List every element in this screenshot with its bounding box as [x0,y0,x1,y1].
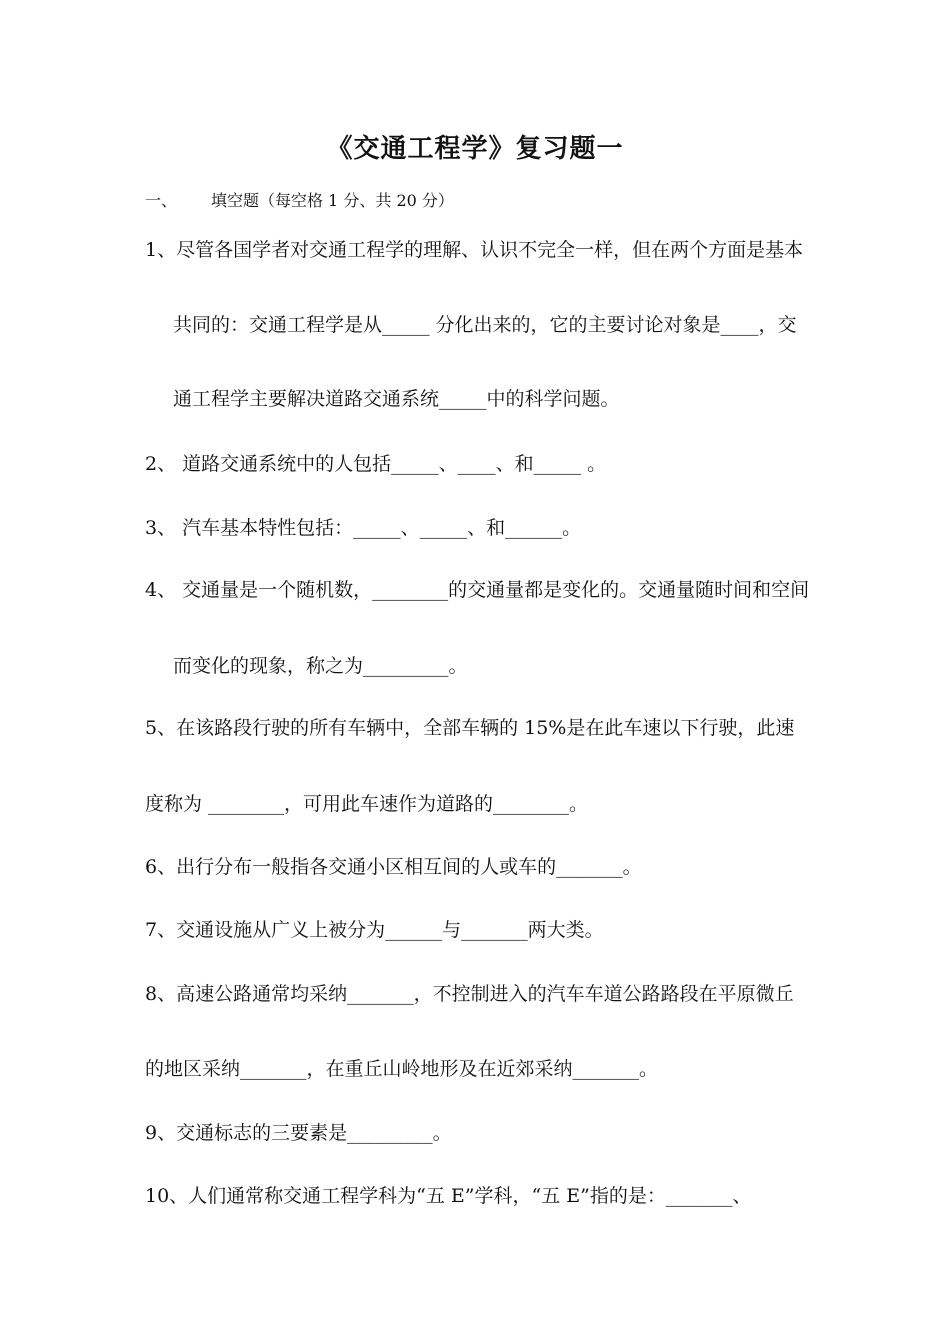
question-10: 10、人们通常称交通工程学科为“五 E”学科，“五 E”指的是：_______、 [145,1185,752,1207]
question-8-line-1: 8、高速公路通常均采纳_______，不控制进入的汽车车道公路路段在平原微丘 [145,983,794,1005]
question-5-line-1: 5、在该路段行驶的所有车辆中，全部车辆的 15%是在此车速以下行驶，此速 [145,717,795,739]
question-2: 2、 道路交通系统中的人包括_____、____、和_____ 。 [145,453,607,475]
question-1-line-3: 通工程学主要解决道路交通系统_____中的科学问题。 [173,388,620,410]
section-number: 一、 [145,191,178,210]
document-title: 《交通工程学》复习题一 [326,134,624,164]
question-3: 3、 汽车基本特性包括：_____、_____、和______。 [145,517,582,539]
question-4-line-2: 而变化的现象，称之为_________。 [173,655,468,677]
question-9: 9、交通标志的三要素是_________。 [145,1122,452,1144]
question-5-line-2: 度称为 ________，可用此车速作为道路的________。 [145,793,589,815]
question-8-line-2: 的地区采纳_______，在重丘山岭地形及在近郊采纳_______。 [145,1058,659,1080]
section-heading [145,188,454,211]
question-6: 6、出行分布一般指各交通小区相互间的人或车的_______。 [145,856,642,878]
section-heading-text: 填空题（每空格 1 分、共 20 分） [211,191,454,210]
question-1-line-2: 共同的：交通工程学是从_____ 分化出来的，它的主要讨论对象是____，交 [173,314,797,336]
question-7: 7、交通设施从广义上被分为______与_______两大类。 [145,919,604,941]
question-1-line-1: 1、尽管各国学者对交通工程学的理解、认识不完全一样，但在两个方面是基本 [145,239,804,261]
question-4-line-1: 4、 交通量是一个随机数，________的交通量都是变化的。交通量随时间和空间 [145,579,810,601]
